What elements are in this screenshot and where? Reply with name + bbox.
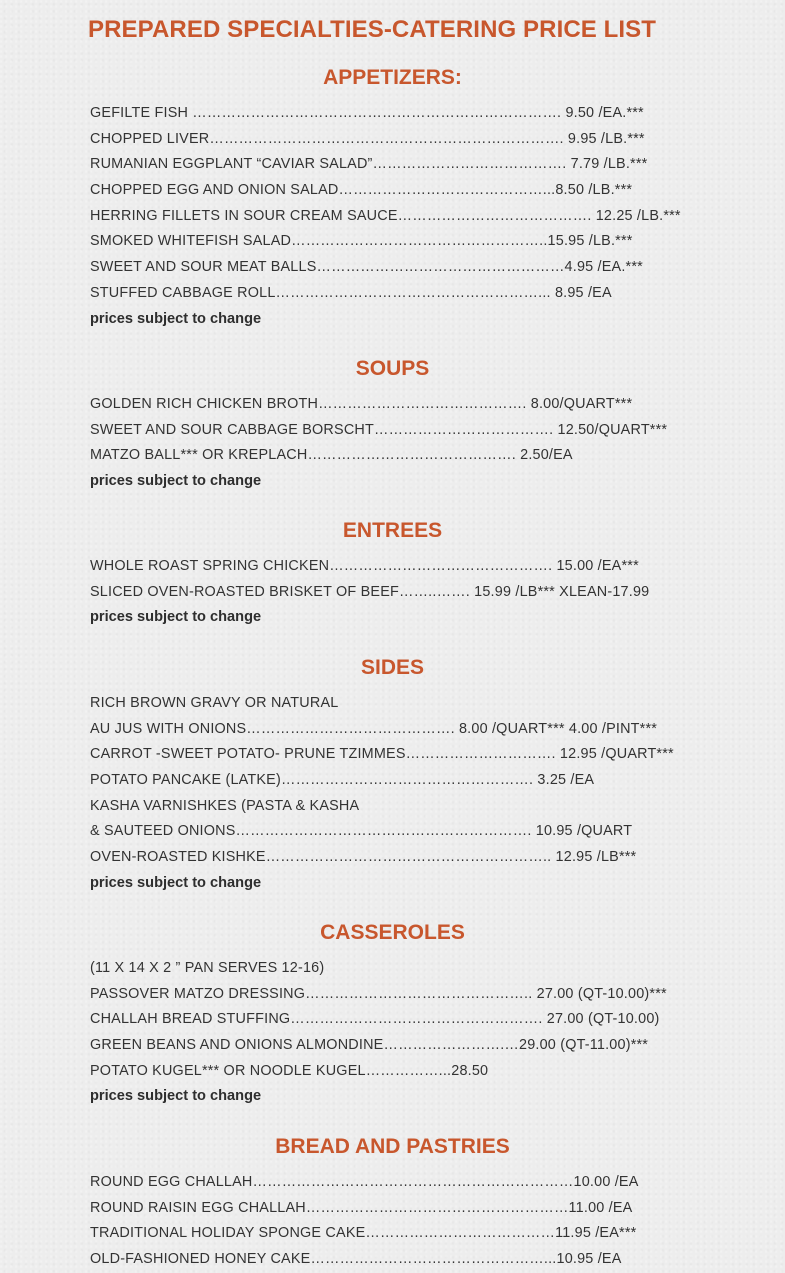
- section-heading-soups: SOUPS: [355, 357, 430, 380]
- menu-item: ROUND RAISIN EGG CHALLAH………………………………………………11.00 /EA: [90, 1199, 633, 1216]
- soups-list: [90, 392, 690, 469]
- menu-item: AU JUS WITH ONIONS……………………………………. 8.00 /QUART*** 4.00 /PINT***: [90, 720, 658, 737]
- menu-item: KASHA VARNISHKES (PASTA & KASHA: [90, 797, 360, 814]
- menu-item: OVEN-ROASTED KISHKE………………………………………………….. 12.95 /LB***: [90, 849, 637, 866]
- section-heading-bread-and-pastries: BREAD AND PASTRIES: [275, 1135, 510, 1158]
- menu-item: RUMANIAN EGGPLANT “CAVIAR SALAD”…………………………………. 7.79 /LB.***: [90, 156, 648, 173]
- menu-item: MATZO BALL*** OR KREPLACH……………………………………. 2.50/EA: [90, 447, 573, 464]
- menu-item: HERRING FILLETS IN SOUR CREAM SAUCE…………………………………. 12.25 /LB.***: [90, 207, 681, 224]
- price-note: prices subject to change: [90, 874, 262, 891]
- menu-item: POTATO PANCAKE (LATKE)……………………………………………. 3.25 /EA: [90, 772, 595, 789]
- menu-item: POTATO KUGEL*** OR NOODLE KUGEL……………...28.50: [90, 1062, 489, 1079]
- menu-item: (11 X 14 X 2 ” PAN SERVES 12-16): [90, 960, 325, 976]
- entrees-list: [90, 554, 690, 605]
- menu-item: TRADITIONAL HOLIDAY SPONGE CAKE…………………………………11.95 /EA***: [90, 1225, 637, 1242]
- menu-item: SWEET AND SOUR CABBAGE BORSCHT………………………………. 12.50/QUART***: [90, 421, 668, 438]
- section-bread-and-pastries: [90, 1134, 690, 1273]
- price-note: prices subject to change: [90, 609, 262, 626]
- menu-item: GOLDEN RICH CHICKEN BROTH……………………………………. 8.00/QUART***: [90, 396, 633, 412]
- menu-item: STUFFED CABBAGE ROLL………………………………………………... 8.95 /EA: [90, 284, 612, 301]
- bread-and-pastries-list: [90, 1170, 690, 1273]
- menu-item: PASSOVER MATZO DRESSING……………………………………….. 27.00 (QT-10.00)***: [90, 985, 667, 1002]
- section-heading-entrees: ENTREES: [342, 519, 443, 542]
- page-title: PREPARED SPECIALTIES-CATERING PRICE LIST: [88, 16, 657, 43]
- price-note: prices subject to change: [90, 1088, 262, 1105]
- menu-item: CHOPPED LIVER………………………………………………………………. 9.95 /LB.***: [90, 130, 645, 147]
- menu-item: SWEET AND SOUR MEAT BALLS……………………………………………4.95 /EA.***: [90, 259, 643, 276]
- menu-item: WHOLE ROAST SPRING CHICKEN………………………………………. 15.00 /EA***: [90, 558, 639, 574]
- menu-item: RICH BROWN GRAVY OR NATURAL: [90, 695, 339, 711]
- menu-item: SMOKED WHITEFISH SALAD……………………………………………..15.95 /LB.***: [90, 233, 633, 250]
- menu-item: CHALLAH BREAD STUFFING……………………………………………. 27.00 (QT-10.00): [90, 1011, 660, 1028]
- price-note: prices subject to change: [90, 310, 262, 327]
- sides-list: [90, 691, 690, 871]
- menu-item: GEFILTE FISH …………………………………………………………………. 9.50 /EA.***: [90, 105, 644, 121]
- section-entrees: [90, 518, 690, 631]
- appetizers-list: [90, 101, 690, 307]
- menu-item: & SAUTEED ONIONS……………………………………………………. 10.95 /QUART: [90, 823, 633, 840]
- menu-item: CARROT -SWEET POTATO- PRUNE TZIMMES…………………………. 12.95 /QUART***: [90, 746, 674, 763]
- section-heading-appetizers: APPETIZERS:: [323, 66, 462, 89]
- section-casseroles: [90, 920, 690, 1110]
- price-note: prices subject to change: [90, 473, 262, 490]
- section-soups: [90, 356, 690, 495]
- menu-item: OLD-FASHIONED HONEY CAKE…………………………………………...10.95 /EA: [90, 1251, 622, 1268]
- menu-item: GREEN BEANS AND ONIONS ALMONDINE…………………….…29.00 (QT-11.00)***: [90, 1037, 649, 1054]
- casseroles-list: [90, 956, 690, 1084]
- menu-item: ROUND EGG CHALLAH…………………………………………………………10.00 /EA: [90, 1174, 639, 1190]
- section-heading-sides: SIDES: [360, 656, 425, 679]
- menu-item: CHOPPED EGG AND ONION SALAD……………………………………...8.50 /LB.***: [90, 182, 633, 199]
- menu-item: SLICED OVEN-ROASTED BRISKET OF BEEF……..……. 15.99 /LB*** XLEAN-17.99: [90, 583, 650, 600]
- section-appetizers: [90, 65, 690, 332]
- section-heading-casseroles: CASSEROLES: [320, 921, 465, 944]
- section-sides: [90, 655, 690, 897]
